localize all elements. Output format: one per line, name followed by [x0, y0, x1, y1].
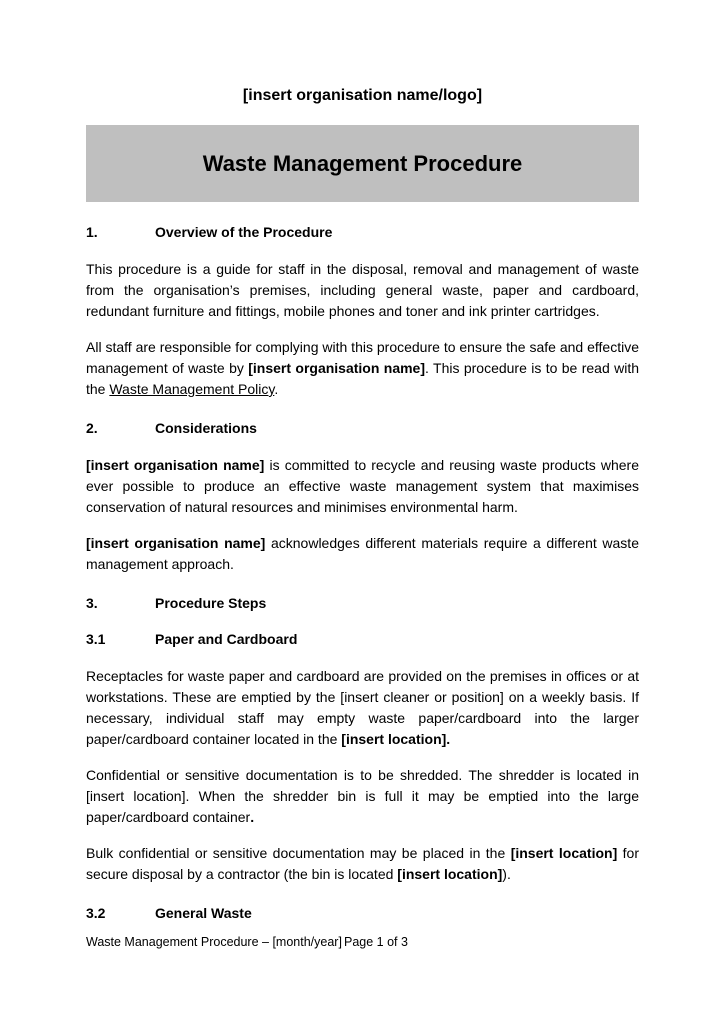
waste-management-policy-link: Waste Management Policy — [109, 381, 275, 397]
paragraph-considerations-1 — [86, 455, 639, 518]
body-text: This procedure is a guide for staff in the disposal, removal and management of waste from the organisation’s premises, including general waste, paper and cardboard, redundant furniture and fittings, mobile phones and toner and ink printer cartridges. — [86, 261, 639, 319]
body-text: is committed to recycle and reusing waste products where ever possible to produce an effective waste management system that maximises conservation of natural resources and minimises environmental harm. — [86, 457, 640, 515]
insert-placeholder: [insert location]. — [341, 731, 451, 747]
paragraph-paper-1 — [86, 666, 639, 750]
section-title: General Waste — [155, 905, 252, 921]
section-heading-3-2 — [86, 905, 639, 921]
insert-placeholder: [insert organisation name] — [86, 457, 265, 473]
section-heading-2 — [86, 420, 639, 436]
insert-placeholder: [insert organisation name] — [248, 360, 426, 376]
body-text: Receptacles for waste paper and cardboard are provided on the premises in offices or at workstations. These are emptied by the [insert cleaner or position] on a weekly basis. If necessary, individual staff may empty waste paper/cardboard into the larger paper/cardboard container located in the — [86, 668, 639, 747]
body-text: acknowledges different materials require a different waste management approach. — [86, 535, 639, 572]
body-text-bold-period: . — [250, 809, 255, 825]
body-text: . This procedure is to be read with the — [86, 360, 640, 397]
page-footer — [86, 935, 408, 950]
section-title: Considerations — [155, 420, 257, 436]
body-text: for secure disposal by a contractor (the bin is located — [86, 845, 639, 882]
section-title: Paper and Cardboard — [155, 631, 298, 647]
body-text: ). — [502, 866, 511, 882]
organisation-name-placeholder: [insert organisation name/logo] — [242, 87, 483, 104]
document-title: Waste Management Procedure — [202, 150, 523, 176]
section-heading-3 — [86, 595, 639, 611]
section-number: 3.1 — [86, 631, 106, 647]
paragraph-overview-1 — [86, 259, 639, 322]
body-text: All staff are responsible for complying with this procedure to ensure the safe and effective management of waste by — [86, 339, 639, 376]
section-title: Overview of the Procedure — [155, 224, 333, 240]
body-text: . — [274, 381, 279, 397]
paragraph-considerations-2 — [86, 533, 639, 575]
footer-page-number: Page 1 of 3 — [344, 935, 408, 949]
section-number: 2. — [86, 420, 98, 436]
body-text: Confidential or sensitive documentation is to be shredded. The shredder is located in [insert location]. When the shredder bin is full it may be emptied into the large paper/cardboard container — [86, 767, 639, 825]
section-number: 1. — [86, 224, 98, 240]
section-heading-1 — [86, 224, 639, 240]
document-content — [86, 0, 639, 940]
title-banner — [86, 125, 639, 202]
insert-placeholder: [insert location] — [397, 866, 503, 882]
section-number: 3. — [86, 595, 98, 611]
paragraph-paper-2 — [86, 765, 639, 828]
body-text: Bulk confidential or sensitive documentation may be placed in the — [86, 845, 511, 861]
paragraph-paper-3 — [86, 843, 639, 885]
section-title: Procedure Steps — [155, 595, 267, 611]
footer-document-label: Waste Management Procedure – [month/year] — [86, 935, 342, 949]
section-heading-3-1 — [86, 631, 639, 647]
insert-placeholder: [insert organisation name] — [86, 535, 266, 551]
paragraph-overview-2 — [86, 337, 639, 400]
section-number: 3.2 — [86, 905, 106, 921]
insert-placeholder: [insert location] — [510, 845, 618, 861]
